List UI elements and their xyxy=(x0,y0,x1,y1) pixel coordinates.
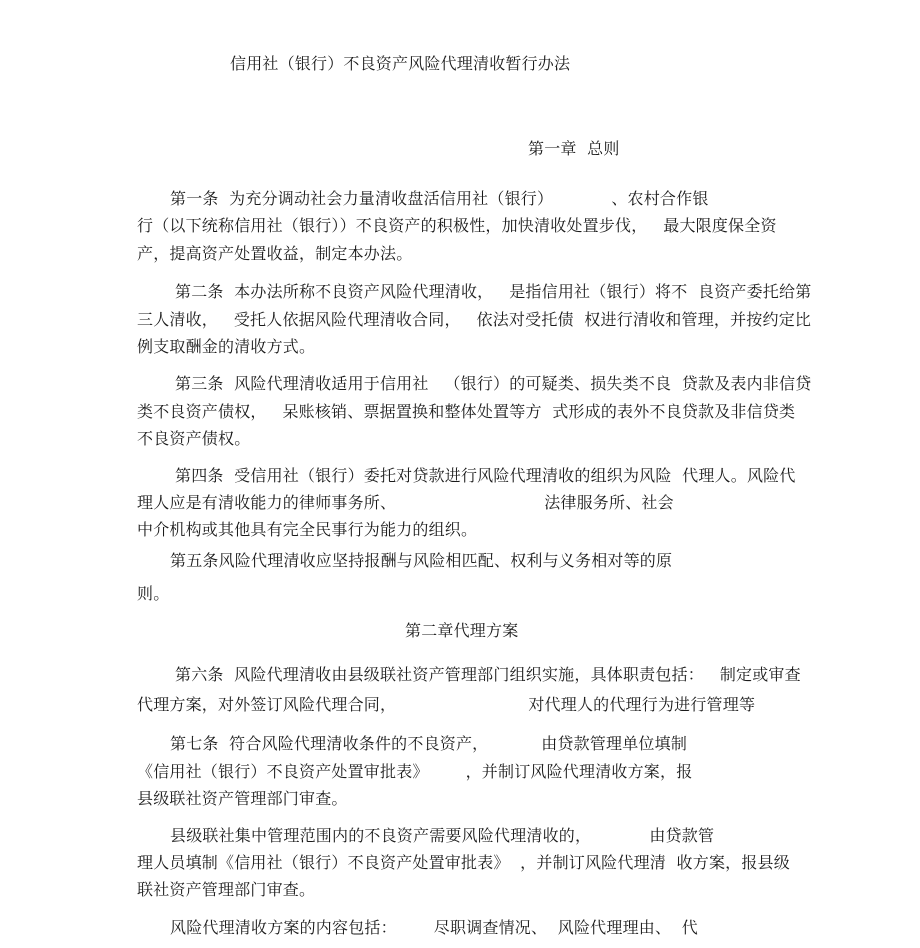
article-4-line-1: 第四条 受信用社（银行）委托对贷款进行风险代理清收的组织为风险 代理人。风险代 xyxy=(175,466,796,485)
article-7-line-2: 《信用社（银行）不良资产处置审批表》 ，并制订风险代理清收方案，报 xyxy=(137,762,693,781)
paragraph-plan-line-1: 风险代理清收方案的内容包括： 尽职调查情况、 风险代理理由、 代 xyxy=(170,918,698,937)
article-4-line-2: 理人应是有清收能力的律师事务所、 法律服务所、社会 xyxy=(137,493,674,512)
article-3-line-3: 不良资产债权。 xyxy=(137,429,251,448)
paragraph-county-line-2: 理人员填制《信用社（银行）不良资产处置审批表》 ，并制订风险代理清 收方案，报县级 xyxy=(137,853,790,872)
article-2-line-2: 三人清收， 受托人依据风险代理清收合同， 依法对受托债 权进行清收和管理，并按约定比 xyxy=(137,310,812,329)
article-1-line-2: 行（以下统称信用社（银行））不良资产的积极性，加快清收处置步伐， 最大限度保全资 xyxy=(137,216,777,235)
article-6-line-2: 代理方案，对外签订风险代理合同， 对代理人的代理行为进行管理等 xyxy=(137,695,756,714)
article-7-line-1: 第七条 符合风险代理清收条件的不良资产， 由贷款管理单位填制 xyxy=(170,734,688,753)
article-6-line-1: 第六条 风险代理清收由县级联社资产管理部门组织实施，具体职责包括： 制定或审查 xyxy=(175,665,801,684)
article-2-line-1: 第二条 本办法所称不良资产风险代理清收， 是指信用社（银行）将不 良资产委托给第 xyxy=(175,282,812,301)
article-4-line-3: 中介机构或其他具有完全民事行为能力的组织。 xyxy=(137,520,478,539)
chapter-1-heading: 第一章 总则 xyxy=(528,139,620,158)
article-1-line-1: 第一条 为充分调动社会力量清收盘活信用社（银行） 、农村合作银 xyxy=(170,189,709,208)
article-1-line-3: 产，提高资产处置收益，制定本办法。 xyxy=(137,244,413,263)
chapter-2-heading: 第二章代理方案 xyxy=(405,621,519,640)
paragraph-county-line-1: 县级联社集中管理范围内的不良资产需要风险代理清收的， 由贷款管 xyxy=(170,826,715,845)
article-3-line-1: 第三条 风险代理清收适用于信用社 （银行）的可疑类、损失类不良 贷款及表内非信贷 xyxy=(175,374,812,393)
article-7-line-3: 县级联社资产管理部门审查。 xyxy=(137,789,348,808)
article-5-line-1: 第五条风险代理清收应坚持报酬与风险相匹配、权利与义务相对等的原 xyxy=(170,551,673,570)
document-title: 信用社（银行）不良资产风险代理清收暂行办法 xyxy=(230,54,571,73)
article-5-line-2: 则。 xyxy=(137,584,170,603)
article-3-line-2: 类不良资产债权， 呆账核销、票据置换和整体处置等方 式形成的表外不良贷款及非信贷类 xyxy=(137,402,796,421)
paragraph-county-line-3: 联社资产管理部门审查。 xyxy=(137,880,316,899)
article-2-line-3: 例支取酬金的清收方式。 xyxy=(137,337,316,356)
